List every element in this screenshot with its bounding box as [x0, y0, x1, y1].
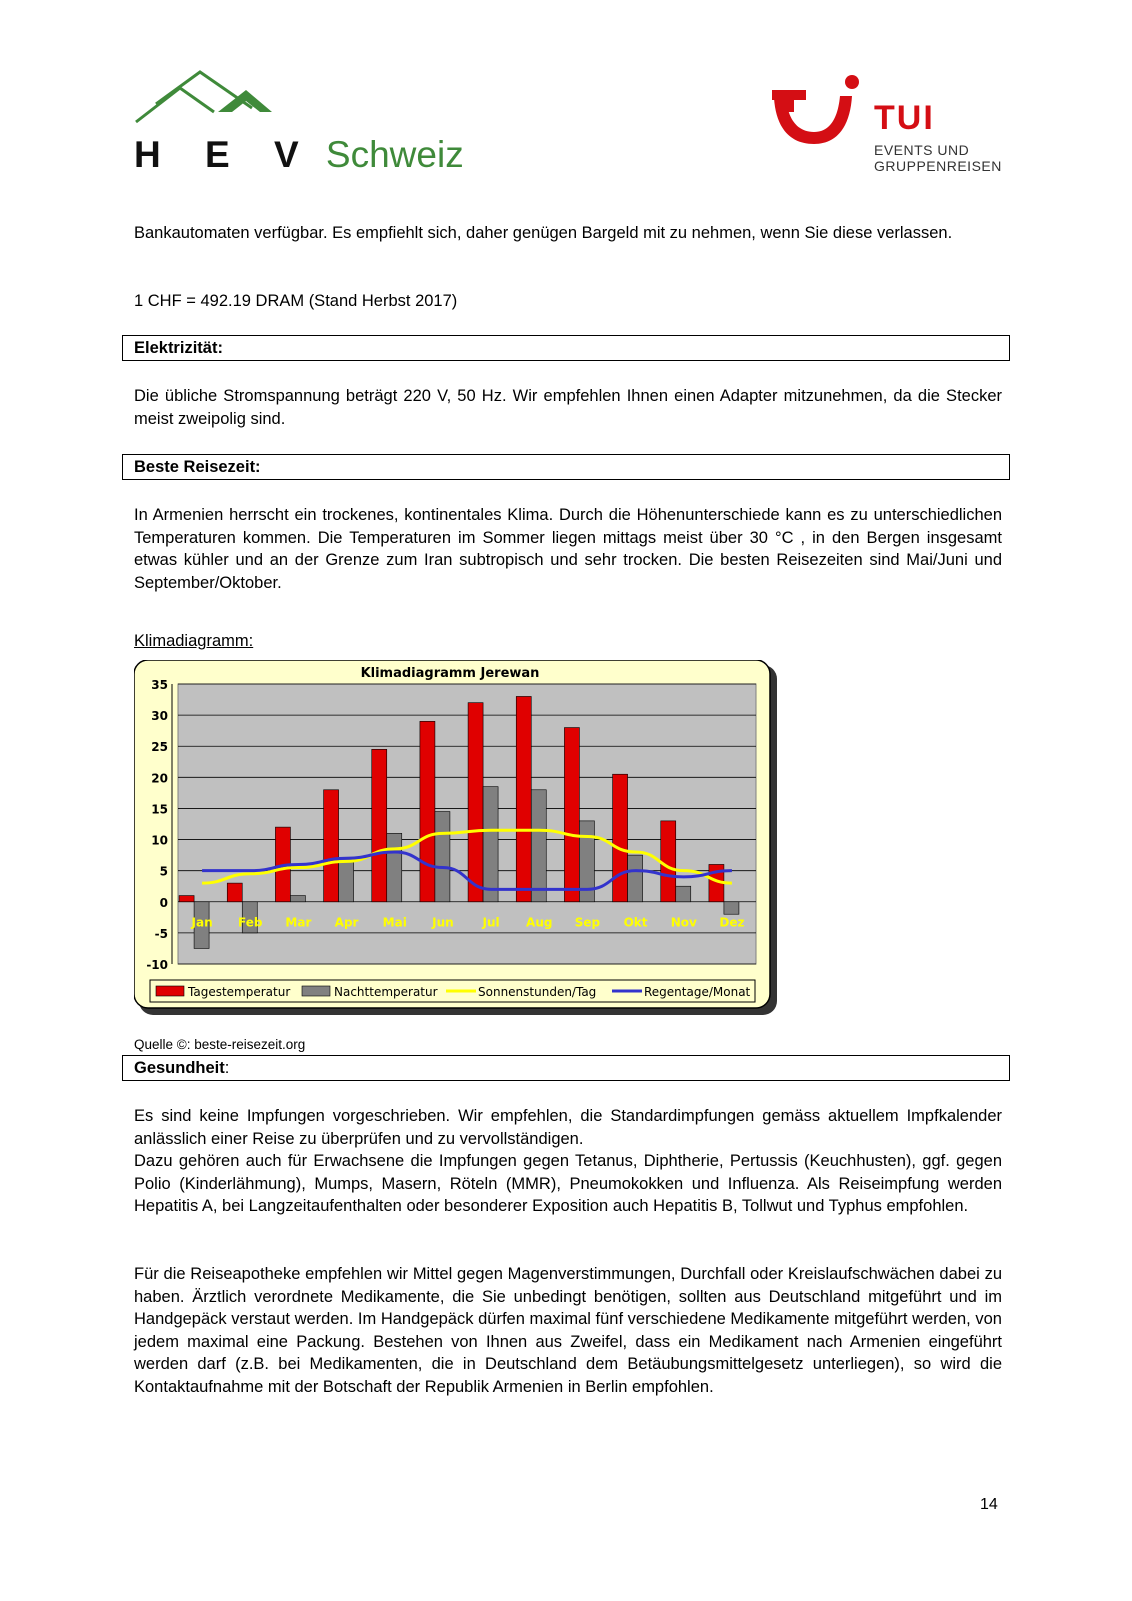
- bar-tagestemperatur-jun: [420, 721, 435, 901]
- x-tick-label: Jun: [432, 915, 454, 930]
- y-tick-label: 35: [151, 678, 168, 692]
- section-heading-reisezeit: [122, 454, 1010, 480]
- paragraph-gesundheit-1: Es sind keine Impfungen vorgeschrieben. Wir empfehlen, die Standardimpfungen gemäss aktuellem Impfkalender anlässlich einer Reise zu überprüfen und zu vervollständigen.: [134, 1107, 1002, 1148]
- paragraph-exchange-rate: 1 CHF = 492.19 DRAM (Stand Herbst 2017): [134, 292, 458, 310]
- bar-tagestemperatur-apr: [324, 790, 339, 902]
- bar-tagestemperatur-jul: [468, 703, 483, 902]
- bar-nachttemperatur-aug: [531, 790, 546, 902]
- bar-nachttemperatur-okt: [628, 855, 643, 902]
- heading-text: Beste Reisezeit:: [134, 458, 261, 476]
- x-tick-label: Sep: [574, 915, 601, 930]
- legend-label: Nachttemperatur: [334, 985, 438, 999]
- x-tick-label: Nov: [670, 915, 697, 930]
- heading-colon: :: [224, 1059, 230, 1077]
- legend-label: Tagestemperatur: [188, 985, 291, 999]
- tui-name: TUI: [874, 99, 935, 137]
- climate-chart: [134, 660, 784, 1020]
- y-tick-label: 20: [151, 771, 168, 786]
- y-tick-label: 25: [151, 740, 168, 755]
- tui-logo: [770, 72, 1010, 182]
- legend-label: Regentage/Monat: [644, 985, 751, 999]
- y-tick-label: 30: [151, 709, 168, 724]
- x-tick-label: Apr: [334, 915, 359, 930]
- bar-tagestemperatur-mai: [372, 749, 387, 901]
- y-tick-label: 0: [159, 895, 168, 910]
- x-tick-label: Mai: [382, 915, 407, 930]
- x-tick-label: Dez: [719, 915, 745, 930]
- bar-nachttemperatur-mai: [387, 833, 402, 901]
- legend-swatch: [156, 986, 184, 996]
- hev-schweiz-logo: [134, 68, 464, 178]
- x-tick-label: Feb: [238, 915, 263, 930]
- tui-subtitle: [874, 142, 1002, 174]
- tui-subtitle-line2: GRUPPENREISEN: [874, 158, 1002, 174]
- climate-chart-svg: [134, 660, 784, 1020]
- bar-nachttemperatur-jul: [483, 787, 498, 902]
- y-tick-label: -10: [146, 958, 168, 972]
- x-tick-label: Mar: [285, 915, 312, 930]
- legend-label: Sonnenstunden/Tag: [478, 985, 597, 999]
- section-heading-gesundheit: [122, 1055, 1010, 1081]
- page-number: 14: [980, 1496, 998, 1513]
- hev-schweiz: Schweiz: [325, 134, 464, 175]
- bar-nachttemperatur-apr: [339, 858, 354, 902]
- x-tick-label: Jan: [191, 915, 213, 930]
- y-tick-label: 15: [151, 802, 168, 817]
- paragraph-gesundheit-3: Für die Reiseapotheke empfehlen wir Mittel gegen Magenverstimmungen, Durchfall oder Kreislaufschwächen dabei zu haben. Ärztlich verordnete Medikamente, die Sie unbedingt benötigen, sollten aus Deutschland mitgeführt und im Handgepäck verstaut werden. Im Handgepäck dürfen maximal fünf verschiedene Medikamente mitgeführt werden, von jedem maximal eine Packung. Bestehen von Ihnen aus Zweifel, dass ein Medikament nach Armenien eingeführt werden darf (z.B. bei Medikamenten, die in Deutschland dem Betäubungsmittelgesetz unterliegen), so wird die Kontaktaufnahme mit der Botschaft der Republik Armenien in Berlin empfohlen.: [134, 1265, 1002, 1396]
- legend-swatch: [302, 986, 330, 996]
- x-tick-label: Okt: [623, 915, 648, 930]
- y-tick-label: 5: [159, 864, 168, 879]
- paragraph-bank: Bankautomaten verfügbar. Es empfiehlt sich, daher genügen Bargeld mit zu nehmen, wenn Sie diese verlassen.: [134, 224, 953, 242]
- paragraph-gesundheit-2: Dazu gehören auch für Erwachsene die Impfungen gegen Tetanus, Diphtherie, Pertussis (Keuchhusten), ggf. gegen Polio (Kinderlähmung), Mumps, Masern, Röteln (MMR), Pneumokokken und Influenza. Als Reiseimpfung werden Hepatitis A, bei Langzeitaufenthalten oder besonderer Exposition auch Hepatitis B, Tollwut und Typhus empfohlen.: [134, 1152, 1002, 1215]
- heading-text: Elektrizität:: [134, 339, 223, 357]
- bar-nachttemperatur-mar: [290, 896, 305, 902]
- bar-nachttemperatur-jun: [435, 812, 450, 902]
- source-caption: Quelle ©: beste-reisezeit.org: [134, 1037, 306, 1052]
- bar-tagestemperatur-sep: [564, 728, 579, 902]
- bar-nachttemperatur-dez: [724, 902, 739, 914]
- heading-text-bold: Gesundheit: [134, 1059, 225, 1077]
- y-tick-label: -5: [154, 926, 168, 941]
- tui-subtitle-line1: EVENTS UND: [874, 142, 970, 158]
- x-tick-label: Aug: [526, 915, 553, 930]
- hev-wordmark: [134, 134, 464, 176]
- tui-smile-icon: [770, 72, 870, 152]
- paragraph-elektrizitaet: Die übliche Stromspannung beträgt 220 V, 50 Hz. Wir empfehlen Ihnen einen Adapter mitzunehmen, da die Stecker meist zweipolig sind.: [134, 387, 1002, 428]
- heading-text: [134, 1059, 229, 1078]
- bar-tagestemperatur-aug: [516, 696, 531, 901]
- bar-tagestemperatur-okt: [613, 774, 628, 902]
- bar-tagestemperatur-jan: [179, 896, 194, 902]
- klimadiagramm-label: Klimadiagramm:: [134, 632, 254, 650]
- section-heading-elektrizitaet: [122, 335, 1010, 361]
- hev-house-roofs-icon: [134, 68, 394, 128]
- bar-tagestemperatur-feb: [227, 883, 242, 902]
- y-tick-label: 10: [151, 833, 168, 848]
- bar-nachttemperatur-nov: [676, 886, 691, 902]
- hev-letters: H E V: [134, 134, 316, 175]
- bar-tagestemperatur-nov: [661, 821, 676, 902]
- chart-title: Klimadiagramm Jerewan: [360, 666, 540, 681]
- x-tick-label: Jul: [482, 915, 500, 930]
- paragraph-reisezeit: In Armenien herrscht ein trockenes, kontinentales Klima. Durch die Höhenunterschiede kann es zu unterschiedlichen Temperaturen kommen. Die Temperaturen im Sommer liegen mittags meist über 30 °C , in den Bergen insgesamt etwas kühler und an der Grenze zum Iran subtropisch und sehr trocken. Die besten Reisezeiten sind Mai/Juni und September/Oktober.: [134, 506, 1002, 592]
